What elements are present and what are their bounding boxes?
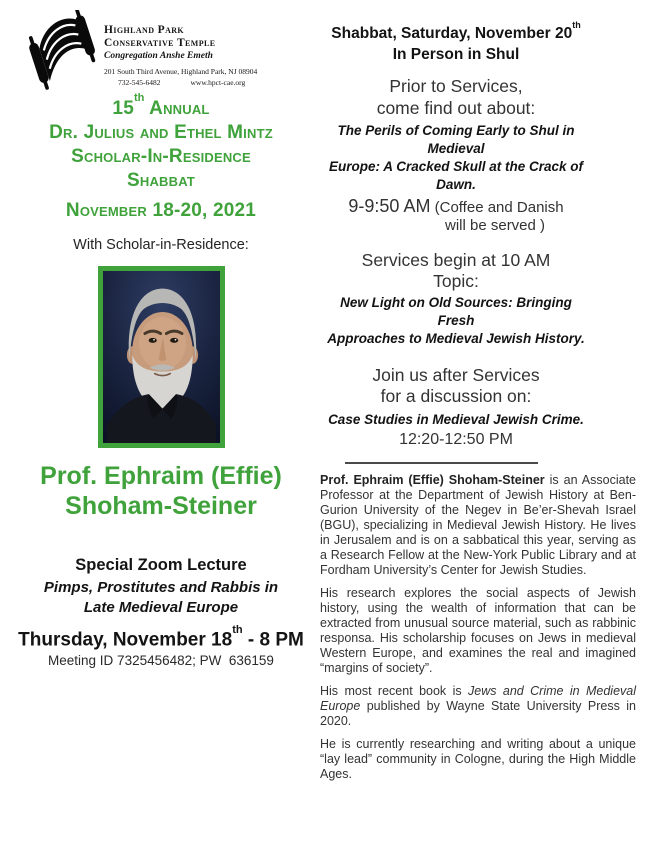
event-title [10,92,312,223]
shabbat-header-line2: In Person in Shul [392,45,520,63]
talk2-title [320,294,592,348]
congregation-name: Congregation Anshe Emeth [104,50,213,61]
services-time: Services begin at 10 AM [361,250,551,271]
temple-address: 201 South Third Avenue, Highland Park, NJ 08904 [104,66,258,76]
zoom-meeting-info: Meeting ID 7325456482; PW 636159 [48,653,274,669]
bio-paragraph-1: Prof. Ephraim (Effie) Shoham-Steiner is an Associate Professor at the Department of Jewish History at Ben-Gurion University of the Negev in Be’er-Shevah Israel (BGU), specializing in Medieval Jewish History. He lives in Jerusalem and is on a sabbatical this year, serving as a Research Fellow at the New-York Public Library and at Fordham University’s Center for Jewish Studies. [320,473,636,578]
shabbat-program [320,19,592,449]
bio-paragraph-3: His most recent book is Jews and Crime in Medieval Europe published by Wayne State University Press in 2020. [320,684,636,729]
speaker-name [10,461,312,522]
zoom-lecture-datetime: Thursday, November 18th - 8 PM [18,623,304,651]
prior-line1: Prior to Services, [389,76,523,97]
zoom-lecture-heading: Special Zoom Lecture [75,555,247,574]
zoom-lecture-topic-line2: Late Medieval Europe [83,599,239,617]
divider-line [345,462,538,464]
temple-name-line1: Highland Park [104,24,185,36]
topic-label: Topic: [433,271,479,292]
speaker-name-line2: Shoham-Steiner [65,492,257,521]
temple-phone: 732-545-6482 [118,77,161,87]
talk2-title-line1: New Light on Old Sources: Bringing Fresh [340,294,572,328]
superscript-th: th [572,19,581,30]
superscript-th: th [232,623,243,636]
speaker-bio [320,473,636,782]
temple-contact-row [104,78,257,87]
talk2-title-line2: Approaches to Medieval Jewish History. [327,330,585,346]
talk1-title-line1: The Perils of Coming Early to Shul in Medieval [337,123,575,157]
join-discussion-text [320,365,592,408]
torah-scroll-icon [26,10,100,94]
talk1-title [320,122,592,194]
zoom-lecture-topic [10,578,312,619]
left-column [10,0,312,668]
event-title-line3: Scholar-In-Residence [71,146,251,168]
bio-paragraph-2: His research explores the social aspects of Jewish history, using the wealth of information that can be extracted from unusual source material, such as rabbinic responsa. His scholarship focuses on Jews in medieval Western Europe, and examines the real and imagined “margins of society”. [320,586,636,676]
event-title-line1: 15th Annual [112,92,210,119]
talk3-title: Case Studies in Medieval Jewish Crime. [328,411,584,427]
talk1-title-line2: Europe: A Cracked Skull at the Crack of Dawn. [328,159,584,193]
event-title-line2: Dr. Julius and Ethel Mintz [49,122,273,144]
shabbat-header-line1: Shabbat, Saturday, November 20th [331,19,581,43]
event-title-dates: November 18-20, 2021 [65,199,257,221]
temple-website: www.hpct-cae.org [190,77,246,87]
right-column [320,19,638,790]
join-line1: Join us after Services [372,365,540,386]
zoom-lecture-topic-line1: Pimps, Prostitutes and Rabbis in [43,578,279,596]
temple-logo-text [104,10,257,87]
prior-line2: come find out about: [376,97,536,118]
temple-name-line2: Conservative Temple [104,36,216,49]
event-title-line4: Shabbat [127,170,195,192]
bio-paragraph-4: He is currently researching and writing about a unique “lay lead” community in Cologne, during the High Middle Ages. [320,737,636,782]
talk1-time: 9-9:50 AM (Coffee and Danish [348,196,564,217]
superscript-th: th [133,92,145,105]
temple-logo-block [10,0,312,94]
speaker-photo [98,266,225,448]
talk3-time: 12:20-12:50 PM [399,430,513,448]
join-line2: for a discussion on: [380,386,532,407]
prior-to-services-text [320,76,592,119]
talk1-time-note: will be served ) [445,217,546,235]
speaker-name-line1: Prof. Ephraim (Effie) [40,461,282,490]
shabbat-header [320,19,592,65]
with-scholar-label: With Scholar-in-Residence: [73,236,249,253]
services-info [320,250,592,293]
